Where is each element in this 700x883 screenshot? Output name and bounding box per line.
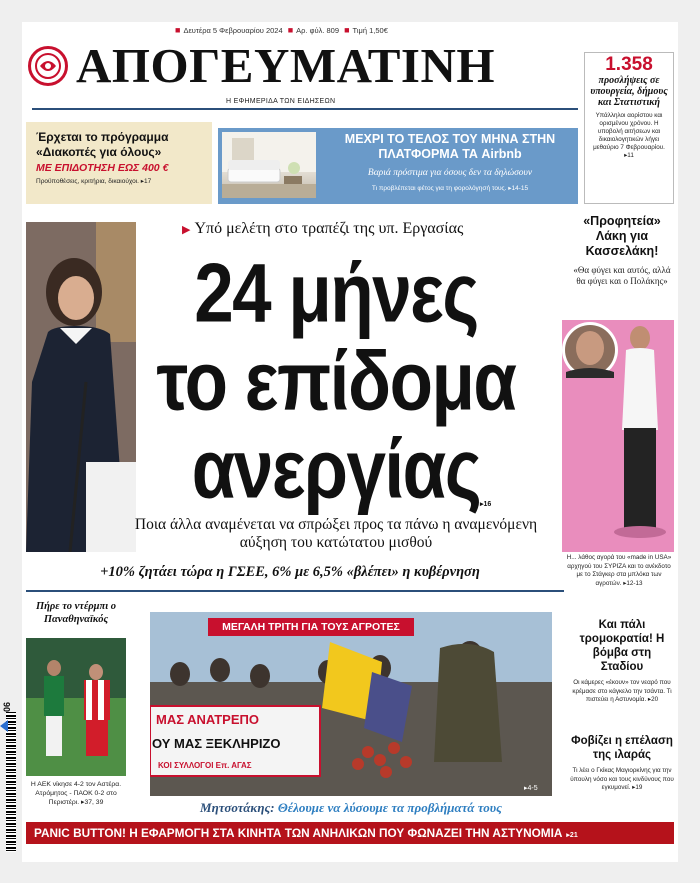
barcode-number-text: 06 xyxy=(2,701,12,712)
issue-date: Δευτέρα 5 Φεβρουαρίου 2024 xyxy=(183,26,283,35)
newspaper-logo-icon xyxy=(28,46,68,86)
farmers-banner[interactable]: ΜΕΓΑΛΗ ΤΡΙΤΗ ΓΙΑ ΤΟΥΣ ΑΓΡΟΤΕΣ xyxy=(208,618,414,636)
masthead-rule xyxy=(32,108,578,110)
terror-teaser[interactable] xyxy=(570,618,674,705)
vacation-title: Έρχεται το πρόγραμμα «Διακοπές για όλους» xyxy=(36,130,169,159)
masthead-title: ΑΠΟΓΕΥΜΑΤΙΝΗ xyxy=(76,38,495,93)
vacation-note: Προϋποθέσεις, κριτήρια, δικαιούχοι. ▸17 xyxy=(36,178,152,185)
section-rule xyxy=(26,590,564,592)
football-caption: Η ΑΕΚ νίκησε 4-2 τον Αστέρα. Ατρόμητος - ΠΑΟΚ 0-2 στο Περιστέρι. ▸37, 39 xyxy=(30,781,122,806)
airbnb-teaser[interactable] xyxy=(218,128,578,204)
football-title[interactable]: Πήρε το ντέρμπι ο Παναθηναϊκός xyxy=(35,601,117,625)
vacation-subsidy: ΜΕ ΕΠΙΔΟΤΗΣΗ ΕΩΣ 400 € xyxy=(36,162,169,174)
football-photo xyxy=(26,638,126,776)
main-gsee-line: +10% ζητάει τώρα η ΓΣΕΕ, 6% με 6,5% «βλέπει» η κυβέρνηση xyxy=(100,564,480,580)
issue-number: Αρ. φύλ. 809 xyxy=(296,26,340,35)
quote-text: Θέλουμε να λύσουμε τα προβλήματά τους xyxy=(277,800,502,815)
triangle-icon: ▶ xyxy=(182,224,191,236)
farmers-quote[interactable] xyxy=(150,800,552,816)
main-kicker-text: Υπό μελέτη στο τραπέζι της υπ. Εργασίας xyxy=(194,220,464,237)
barcode-icon xyxy=(6,712,16,852)
farm-sign-2: ΟΥ ΜΑΣ ΞΕΚΛΗΡΙΖΟ xyxy=(152,736,281,751)
left-marker-icon xyxy=(0,720,8,732)
farmers-protest-photo xyxy=(150,612,552,796)
quote-speaker: Μητσοτάκης: xyxy=(200,800,275,815)
airbnb-subtitle: Βαριά πρόστιμα για όσους δεν τα δηλώσουν xyxy=(367,168,533,178)
vacation-teaser[interactable] xyxy=(26,122,212,204)
panic-button-banner[interactable] xyxy=(26,822,674,844)
main-subheadline: Ποια άλλα αναμένεται να σπρώξει προς τα πάνω η αναμενόμενη αύξηση του κατώτατου μισθού xyxy=(134,516,538,551)
main-kicker xyxy=(182,220,463,238)
prophecy-quote: «Θα φύγει και αυτός, αλλά θα φύγει και ο Πολάκης» xyxy=(573,265,671,286)
panic-text: PANIC BUTTON! Η ΕΦΑΡΜΟΓΗ ΣΤΑ ΚΙΝΗΤΑ ΤΩΝ ΑΝΗΛΙΚΩΝ ΠΟΥ ΦΩΝΑΖΕΙ ΤΗΝ ΑΣΤΥΝΟΜΙΑ xyxy=(34,826,563,840)
living-room-photo xyxy=(222,132,316,198)
main-headline-line3[interactable]: ανεργίας xyxy=(191,423,481,517)
main-page-ref: ▸16 xyxy=(480,501,492,508)
panic-page-ref: ▸21 xyxy=(566,832,578,839)
main-headline-line2[interactable]: το επίδομα xyxy=(156,335,516,429)
airbnb-title: ΜΕΧΡΙ ΤΟ ΤΕΛΟΣ ΤΟΥ ΜΗΝΑ ΣΤΗΝ ΠΛΑΤΦΟΡΜΑ ΤΑ Airbnb xyxy=(344,132,556,161)
prophecy-teaser[interactable] xyxy=(570,214,674,287)
measles-body: Τι λέει ο Γκίκας Μαγιορκίνης για την ύπουλη νόσο και τους κινδύνους που εγκυμονεί. ▸19 xyxy=(570,767,674,791)
prophecy-caption: Η... λάθος αγορά του «made in USA» αρχηγού του ΣΥΡΙΖΑ και το ανέκδοτο με το Στάγκερ στα μπλόκα των αγροτών. ▸12-13 xyxy=(566,554,672,587)
issue-price: Τιμή 1,50€ xyxy=(352,26,388,35)
prophecy-title: «Προφητεία» Λάκη για Κασσελάκη! xyxy=(583,214,661,258)
hiring-number: 1.358 xyxy=(605,54,653,75)
measles-title: Φοβίζει η επέλαση της ιλαράς xyxy=(571,735,673,761)
terror-title: Και πάλι τρομοκρατία! Η βόμβα στη Σταδίου xyxy=(579,619,665,673)
dateline: ■ Δευτέρα 5 Φεβρουαρίου 2024 ■ Αρ. φύλ. 809 ■ Τιμή 1,50€ xyxy=(175,25,388,35)
measles-teaser[interactable] xyxy=(570,734,674,793)
front-page xyxy=(22,22,678,862)
terror-body: Οι κάμερες «έκουν» τον νεαρό που κρέμασε στο κάγκελο την τσάντα. Τι πιστεύει η Αστυνομία. ▸20 xyxy=(572,679,672,703)
masthead-tagline: Η ΕΦΗΜΕΡΙΔΑ ΤΩΝ ΕΙΔΗΣΕΩΝ xyxy=(226,98,336,105)
main-headline-line1[interactable]: 24 μήνες xyxy=(194,247,478,341)
hiring-teaser[interactable] xyxy=(584,52,674,204)
hiring-body: Υπάλληλοι αορίστου και ορισμένου χρόνου. Η υποβολή αιτήσεων και δικαιολογητικών λήγει μεθαύριο 7 Φεβρουαρίου. ▸11 xyxy=(593,112,665,159)
farm-sign-1: ΜΑΣ ΑΝΑΤΡΕΠΟ xyxy=(156,712,260,727)
farm-page-ref: ▸4-5 xyxy=(524,785,538,792)
airbnb-note: Τι προβλέπεται φέτος για τη φορολόγησή τους. ▸14-15 xyxy=(371,185,529,192)
kasselakis-photo xyxy=(562,320,674,552)
farm-sign-3: ΚΟΙ ΣΥΛΛΟΓΟΙ Επ. ΑΓΑΣ xyxy=(158,761,252,770)
hiring-headline: προσλήψεις σε υπουργεία, δήμους και Στατιστική xyxy=(590,75,668,108)
